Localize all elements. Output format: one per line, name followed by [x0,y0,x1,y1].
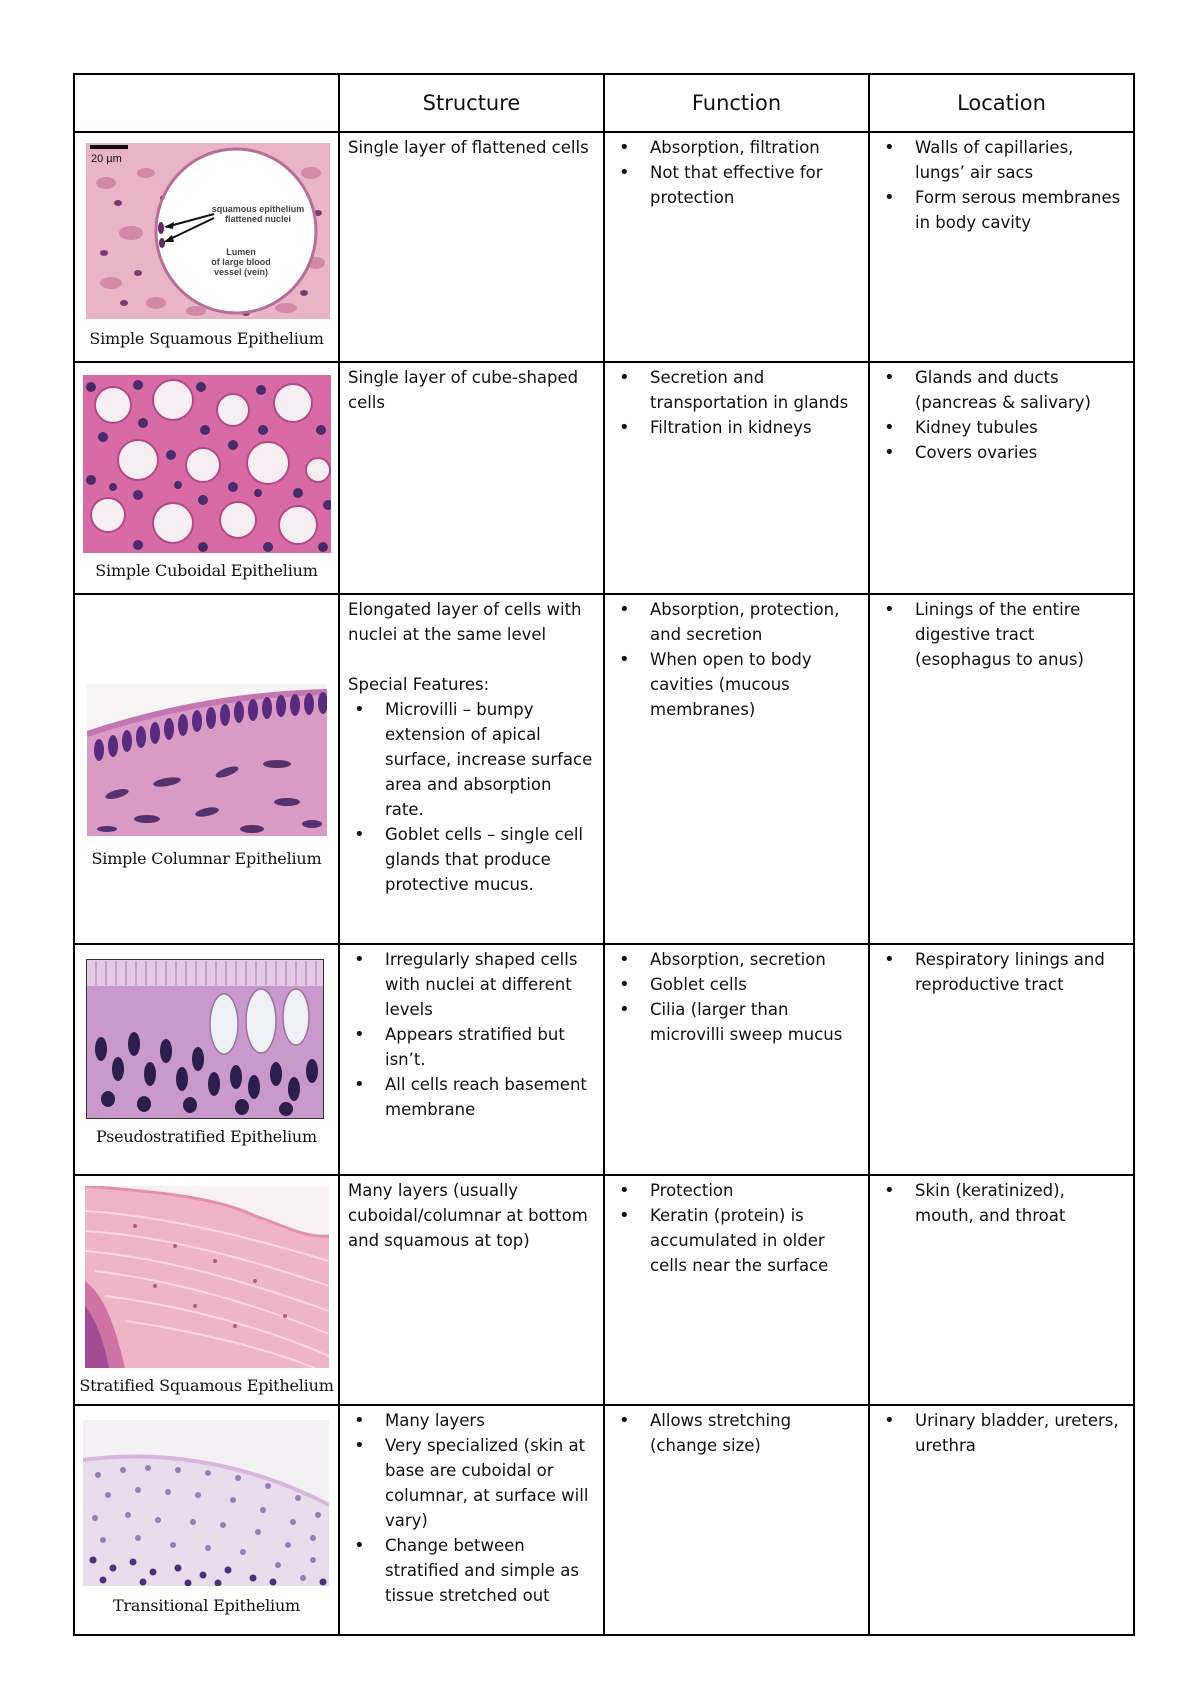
image-label-lumen-3: vessel (vein) [213,267,269,277]
pseudostratified-micrograph [86,959,324,1119]
stratified-squamous-micrograph [85,1186,329,1368]
location-cell [869,132,1134,362]
table-row [74,1175,1134,1405]
list-item: • Linings of the entire digestive tract (esophagus to anus) [878,597,1125,672]
list-item: • Goblet cells [613,972,860,997]
table-row [74,132,1134,362]
list-item: • Respiratory linings and reproductive tract [878,947,1125,997]
list-item: • Allows stretching (change size) [613,1408,860,1458]
image-caption: Simple Columnar Epithelium [91,849,322,868]
image-caption: Pseudostratified Epithelium [96,1127,317,1146]
structure-cell: Single layer of cube-shaped cells [339,362,604,594]
image-caption: Simple Squamous Epithelium [89,329,324,348]
function-cell [604,944,869,1175]
image-label-nuclei: flattened nuclei [224,214,292,224]
header-location: Location [869,74,1134,132]
scale-label: 20 µm [91,153,122,165]
list-item: • Protection [613,1178,860,1203]
list-item: • Absorption, filtration [613,135,860,160]
image-caption: Transitional Epithelium [112,1596,301,1615]
transitional-micrograph [83,1420,329,1586]
list-item: • Walls of capillaries, lungs’ air sacs [878,135,1125,185]
location-cell [869,1175,1134,1405]
function-cell [604,1175,869,1405]
list-item: • Cilia (larger than microvilli sweep mucus [613,997,860,1047]
simple-squamous-micrograph [86,143,330,319]
list-item: • Change between stratified and simple as tissue stretched out [348,1533,595,1608]
table-row [74,944,1134,1175]
list-item: • Secretion and transportation in glands [613,365,860,415]
location-cell [869,944,1134,1175]
header-row [74,74,1134,132]
table-row [74,594,1134,944]
function-cell [604,594,869,944]
list-item: • Kidney tubules [878,415,1125,440]
list-item: • Glands and ducts (pancreas & salivary) [878,365,1125,415]
image-cell [74,1175,339,1405]
header-structure: Structure [339,74,604,132]
special-features-label: Special Features: [348,675,490,694]
location-cell [869,594,1134,944]
header-blank [74,74,339,132]
list-item: • All cells reach basement membrane [348,1072,595,1122]
list-item: • Covers ovaries [878,440,1125,465]
simple-columnar-micrograph [87,684,327,836]
list-item: • Not that effective for protection [613,160,860,210]
function-cell [604,362,869,594]
structure-text: Elongated layer of cells with nuclei at the same level [348,600,582,644]
list-item: • Form serous membranes in body cavity [878,185,1125,235]
location-cell [869,1405,1134,1635]
simple-cuboidal-micrograph [83,375,331,553]
list-item: • Irregularly shaped cells with nuclei at different levels [348,947,595,1022]
table-row [74,362,1134,594]
header-function: Function [604,74,869,132]
list-item: • Skin (keratinized), mouth, and throat [878,1178,1125,1228]
list-item: • Goblet cells – single cell glands that produce protective mucus. [348,822,595,897]
list-item: • Absorption, secretion [613,947,860,972]
image-label-lumen-2: of large blood [211,257,271,267]
structure-cell [339,594,604,944]
function-cell [604,132,869,362]
epithelium-table [73,73,1135,1636]
table-row [74,1405,1134,1635]
image-cell [74,362,339,594]
list-item: • Filtration in kidneys [613,415,860,440]
location-cell [869,362,1134,594]
list-item: • Urinary bladder, ureters, urethra [878,1408,1125,1458]
structure-cell: Single layer of flattened cells [339,132,604,362]
list-item: • Microvilli – bumpy extension of apical surface, increase surface area and absorption rate. [348,697,595,822]
structure-cell [339,1405,604,1635]
image-caption: Simple Cuboidal Epithelium [95,561,318,580]
image-label-lumen: Lumen [226,247,256,257]
image-cell [74,594,339,944]
image-caption: Stratified Squamous Epithelium [79,1376,334,1395]
function-cell [604,1405,869,1635]
list-item: • Keratin (protein) is accumulated in older cells near the surface [613,1203,860,1278]
image-label-squamous: squamous epithelium [211,204,305,214]
image-cell [74,132,339,362]
image-cell [74,1405,339,1635]
list-item: • Many layers [348,1408,595,1433]
list-item: • When open to body cavities (mucous membranes) [613,647,860,722]
list-item: • Absorption, protection, and secretion [613,597,860,647]
list-item: • Appears stratified but isn’t. [348,1022,595,1072]
epithelium-table-container [73,73,1133,1636]
structure-cell: Many layers (usually cuboidal/columnar at bottom and squamous at top) [339,1175,604,1405]
image-cell [74,944,339,1175]
structure-cell [339,944,604,1175]
list-item: • Very specialized (skin at base are cuboidal or columnar, at surface will vary) [348,1433,595,1533]
